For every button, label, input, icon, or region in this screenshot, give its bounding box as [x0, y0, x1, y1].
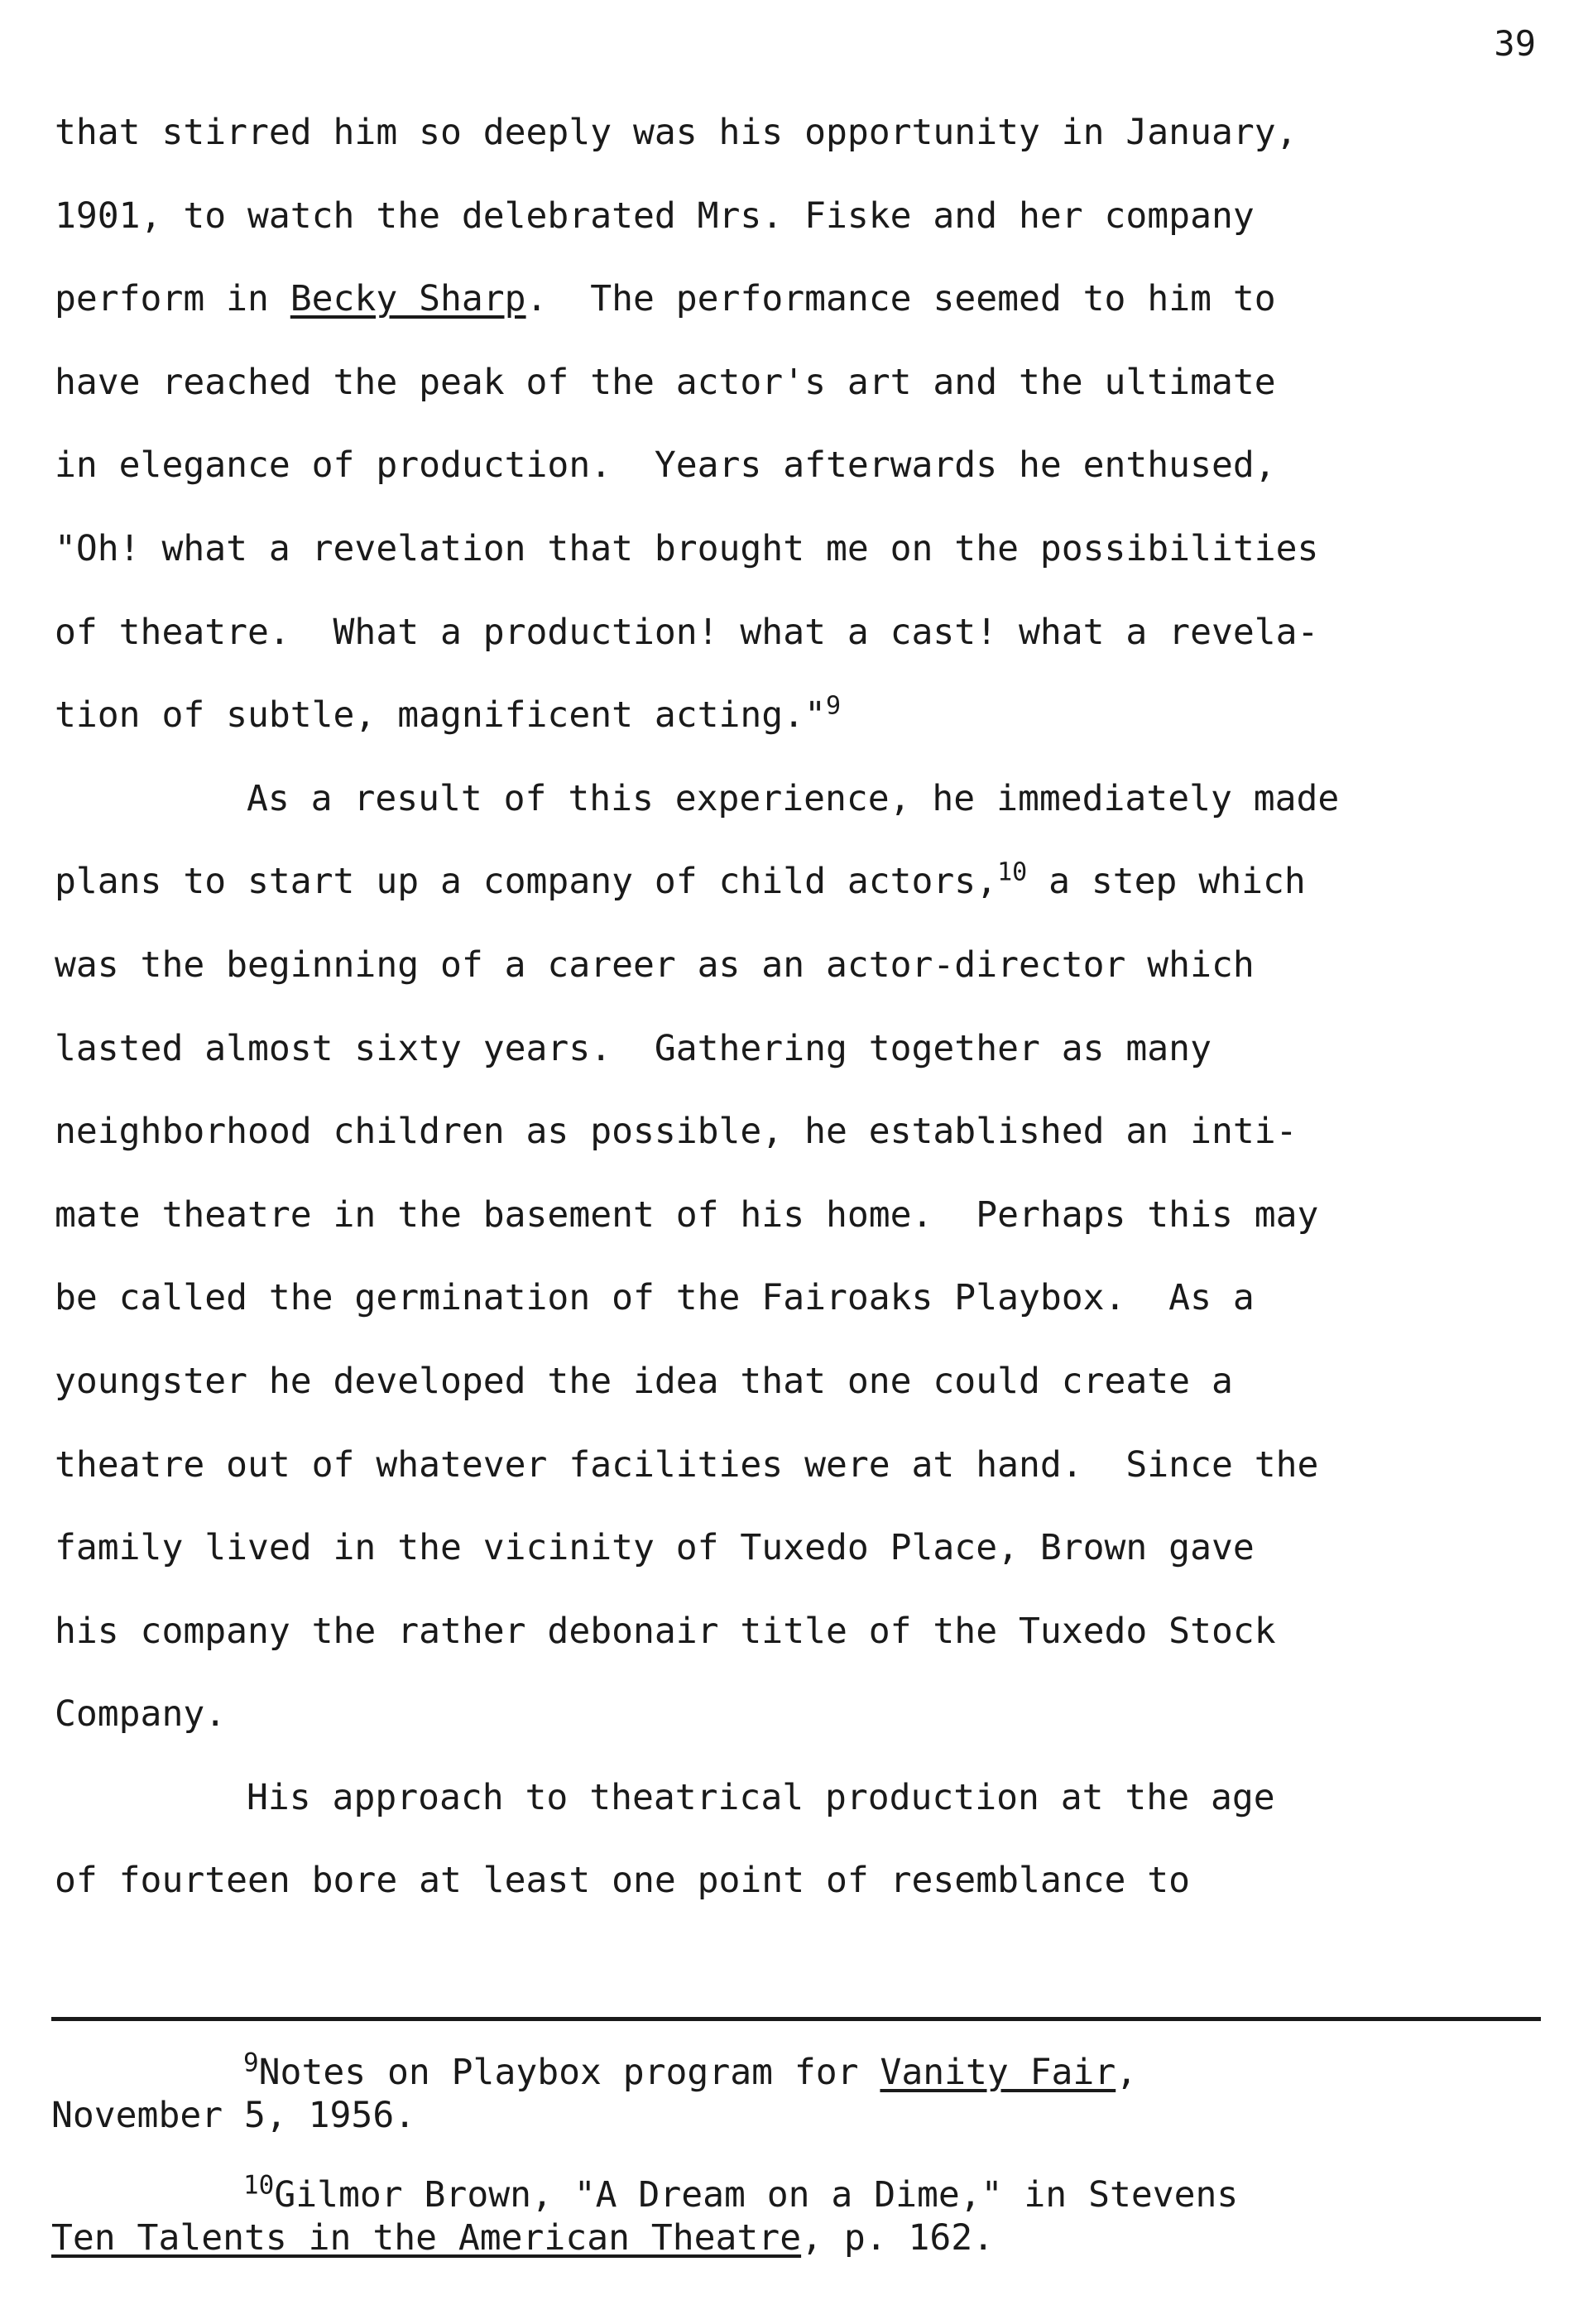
text-line: As a result of this experience, he immediately made [247, 777, 1340, 819]
footnote-10-line-2 [51, 2216, 1533, 2259]
text-line: neighborhood children as possible, he established an inti- [55, 1111, 1298, 1153]
text-line: mate theatre in the basement of his home. Perhaps this may [55, 1193, 1319, 1236]
text-line: theatre out of whatever facilities were at hand. Since the [55, 1443, 1319, 1486]
text-line: of theatre. What a production! what a cast! what a revela- [55, 611, 1319, 653]
title-becky-sharp: Becky Sharp [290, 278, 526, 320]
text-line [55, 840, 1536, 924]
footnote-gap [51, 2137, 1533, 2173]
title-ten-talents: Ten Talents in the American Theatre [51, 2217, 802, 2259]
footnote-9-line-2: November 5, 1956. [51, 2095, 416, 2136]
text-line [55, 257, 1536, 341]
text-line: that stirred him so deeply was his opportunity in January, [55, 112, 1298, 153]
text-run: , p. 162. [801, 2217, 995, 2259]
footnote-10 [51, 2170, 1533, 2216]
footnote-ref-9: 9 [825, 691, 842, 721]
text-line: was the beginning of a career as an actor-director which [55, 944, 1255, 986]
text-line: his company the rather debonair title of the Tuxedo Stock [55, 1610, 1276, 1652]
footnotes [51, 2048, 1533, 2259]
footnote-number: 9 [243, 2048, 259, 2078]
text-line [55, 674, 1536, 757]
footnote-9 [51, 2048, 1533, 2094]
text-line: youngster he developed the idea that one could create a [55, 1360, 1233, 1402]
text-run: Notes on Playbox program for [258, 2052, 880, 2093]
text-run: a step which [1027, 861, 1306, 903]
footnote-number: 10 [243, 2170, 275, 2201]
text-run: Gilmor Brown, "A Dream on a Dime," in Stevens [274, 2174, 1239, 2216]
text-run: . The performance seemed to him to [525, 278, 1276, 320]
text-run: plans to start up a company of child actors, [55, 861, 998, 903]
text-line: lasted almost sixty years. Gathering together as many [55, 1027, 1212, 1069]
text-line: 1901, to watch the delebrated Mrs. Fiske and her company [55, 194, 1255, 237]
text-run: tion of subtle, magnificent acting." [55, 694, 826, 737]
text-run: perform in [55, 278, 290, 320]
title-vanity-fair: Vanity Fair [880, 2052, 1116, 2093]
text-line: Company. [55, 1693, 227, 1736]
footnote-divider [51, 2017, 1541, 2021]
text-line: in elegance of production. Years afterwards he enthused, [55, 444, 1276, 487]
text-line: be called the germination of the Fairoaks Playbox. As a [55, 1277, 1255, 1319]
text-line: of fourteen bore at least one point of resemblance to [55, 1860, 1191, 1902]
text-line: His approach to theatrical production at the age [247, 1776, 1275, 1818]
text-line: family lived in the vicinity of Tuxedo Place, Brown gave [55, 1527, 1255, 1569]
text-run: , [1116, 2052, 1138, 2093]
text-line: have reached the peak of the actor's art and the ultimate [55, 361, 1276, 403]
text-line: "Oh! what a revelation that brought me on the possibilities [55, 527, 1319, 569]
body-text [55, 91, 1536, 1923]
footnote-ref-10: 10 [997, 858, 1028, 888]
page-number: 39 [1494, 23, 1536, 64]
